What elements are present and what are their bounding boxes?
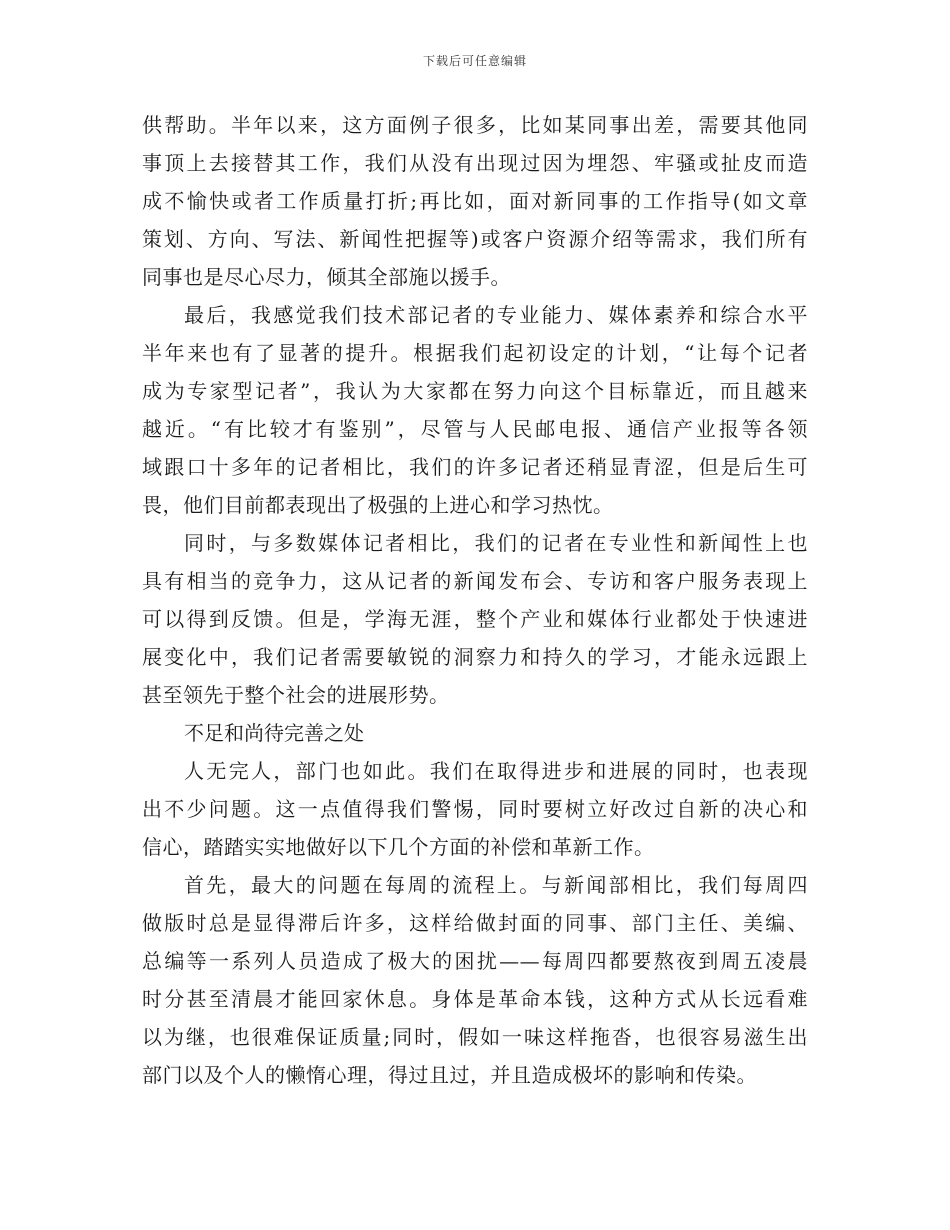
page-header: 下载后可任意编辑 [422, 54, 527, 68]
paragraph-line: 出不少问题。这一点值得我们警惕，同时要树立好改过自新的决心和 [142, 797, 808, 821]
paragraph-line: 成不愉快或者工作质量打折;再比如，面对新同事的工作指导(如文章 [142, 189, 808, 213]
document-body [142, 106, 808, 1094]
paragraph-line: 事顶上去接替其工作，我们从没有出现过因为埋怨、牢骚或扯皮而造 [142, 151, 808, 175]
paragraph-line: 总编等一系列人员造成了极大的困扰——每周四都要熬夜到周五凌晨 [142, 949, 808, 973]
paragraph-line: 策划、方向、写法、新闻性把握等)或客户资源介绍等需求，我们所有 [142, 227, 808, 251]
paragraph-line: 越近。“有比较才有鉴别”，尽管与人民邮电报、通信产业报等各领 [142, 417, 808, 441]
paragraph-line: 可以得到反馈。但是，学海无涯，整个产业和媒体行业都处于快速进 [142, 607, 808, 631]
section-heading: 不足和尚待完善之处 [184, 721, 364, 745]
paragraph-line: 以为继，也很难保证质量;同时，假如一味这样拖沓，也很容易滋生出 [142, 1025, 808, 1049]
paragraph-line: 具有相当的竞争力，这从记者的新闻发布会、专访和客户服务表现上 [142, 569, 808, 593]
paragraph-line: 最后，我感觉我们技术部记者的专业能力、媒体素养和综合水平 [184, 303, 808, 327]
paragraph-line: 半年来也有了显著的提升。根据我们起初设定的计划，“让每个记者 [142, 341, 808, 365]
paragraph-line: 畏，他们目前都表现出了极强的上进心和学习热忱。 [142, 493, 614, 517]
paragraph-line: 首先，最大的问题在每周的流程上。与新闻部相比，我们每周四 [184, 873, 808, 897]
paragraph-line: 展变化中，我们记者需要敏锐的洞察力和持久的学习，才能永远跟上 [142, 645, 808, 669]
paragraph-line: 信心，踏踏实实地做好以下几个方面的补偿和革新工作。 [142, 835, 655, 859]
paragraph-line: 甚至领先于整个社会的进展形势。 [142, 683, 450, 707]
paragraph-line: 时分甚至清晨才能回家休息。身体是革命本钱，这种方式从长远看难 [142, 987, 808, 1011]
paragraph-line: 同事也是尽心尽力，倾其全部施以援手。 [142, 265, 511, 289]
paragraph-line: 供帮助。半年以来，这方面例子很多，比如某同事出差，需要其他同 [142, 113, 808, 137]
paragraph-line: 部门以及个人的懒惰心理，得过且过，并且造成极坏的影响和传染。 [142, 1063, 757, 1087]
paragraph-line: 人无完人，部门也如此。我们在取得进步和进展的同时，也表现 [184, 759, 808, 783]
paragraph-line: 做版时总是显得滞后许多，这样给做封面的同事、部门主任、美编、 [142, 911, 808, 935]
paragraph-line: 成为专家型记者”，我认为大家都在努力向这个目标靠近，而且越来 [142, 379, 808, 403]
paragraph-line: 同时，与多数媒体记者相比，我们的记者在专业性和新闻性上也 [184, 531, 808, 555]
paragraph-line: 域跟口十多年的记者相比，我们的许多记者还稍显青涩，但是后生可 [142, 455, 808, 479]
